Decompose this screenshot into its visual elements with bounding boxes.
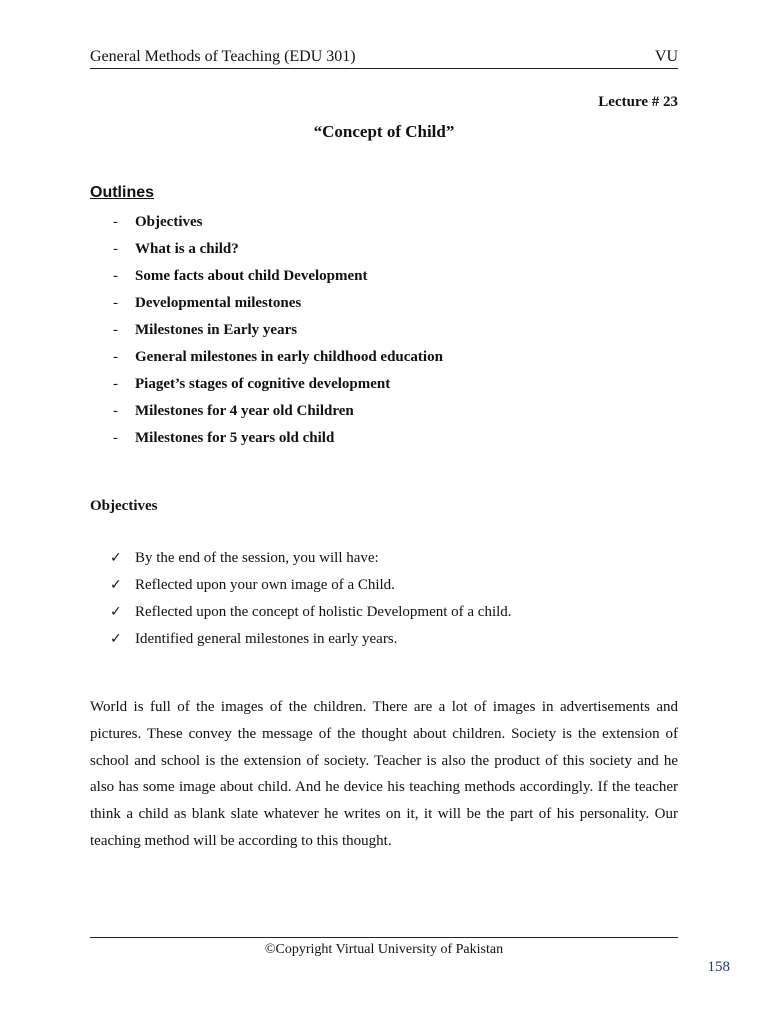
list-item xyxy=(110,548,512,575)
footer-divider xyxy=(90,937,678,938)
list-item xyxy=(113,347,443,374)
dash-bullet: - xyxy=(113,322,118,338)
checkmark-icon: ✓ xyxy=(110,604,122,620)
page-title: “Concept of Child” xyxy=(313,122,455,141)
outline-item-text: Milestones in Early years xyxy=(135,322,298,338)
outline-item-text: Objectives xyxy=(135,214,203,230)
outline-item-text: Developmental milestones xyxy=(135,295,302,311)
lecture-number: Lecture # 23 xyxy=(598,94,678,110)
dash-bullet: - xyxy=(113,268,118,284)
list-item xyxy=(110,575,512,602)
outlines-heading: Outlines xyxy=(90,184,155,201)
outline-item-text: Milestones for 5 years old child xyxy=(135,430,335,446)
list-item xyxy=(113,428,443,455)
list-item xyxy=(113,374,443,401)
outline-item-text: General milestones in early childhood education xyxy=(135,349,443,365)
checkmark-icon: ✓ xyxy=(110,577,122,593)
list-item xyxy=(113,239,443,266)
dash-bullet: - xyxy=(113,214,118,230)
objectives-heading: Objectives xyxy=(90,498,158,514)
outline-item-text: What is a child? xyxy=(135,241,239,257)
copyright-footer: ©Copyright Virtual University of Pakistan xyxy=(264,942,504,957)
dash-bullet: - xyxy=(113,349,118,365)
checkmark-icon: ✓ xyxy=(110,631,122,647)
objective-text: Reflected upon your own image of a Child. xyxy=(135,577,395,593)
list-item xyxy=(113,320,443,347)
list-item xyxy=(110,602,512,629)
objective-text: Identified general milestones in early years. xyxy=(135,631,398,647)
objective-text: Reflected upon the concept of holistic Development of a child. xyxy=(135,604,512,620)
body-paragraph: World is full of the images of the children. There are a lot of images in advertisements and pictures. These convey the message of the thought about children. Society is the extension of school and school is the extension of society. Teacher is also the product of this society and he also has some image about child. And he device his teaching methods accordingly. If the teacher think a child as blank slate whatever he writes on it, it will be the part of his personality. Our teaching method will be according to this thought. xyxy=(90,699,678,849)
list-item xyxy=(113,401,443,428)
dash-bullet: - xyxy=(113,403,118,419)
outline-item-text: Milestones for 4 year old Children xyxy=(135,403,354,419)
outline-list xyxy=(113,212,443,455)
page-number: 158 xyxy=(707,959,730,975)
list-item xyxy=(110,629,512,656)
dash-bullet: - xyxy=(113,241,118,257)
course-title: General Methods of Teaching (EDU 301) xyxy=(90,48,356,65)
dash-bullet: - xyxy=(113,376,118,392)
list-item xyxy=(113,293,443,320)
institution-abbrev: VU xyxy=(654,48,678,65)
objective-text: By the end of the session, you will have: xyxy=(135,550,379,566)
dash-bullet: - xyxy=(113,295,118,311)
outline-item-text: Piaget’s stages of cognitive development xyxy=(135,376,391,392)
running-header xyxy=(90,46,678,69)
list-item xyxy=(113,266,443,293)
checkmark-icon: ✓ xyxy=(110,550,122,566)
objectives-list xyxy=(110,548,512,656)
list-item xyxy=(113,212,443,239)
dash-bullet: - xyxy=(113,430,118,446)
outline-item-text: Some facts about child Development xyxy=(135,268,368,284)
